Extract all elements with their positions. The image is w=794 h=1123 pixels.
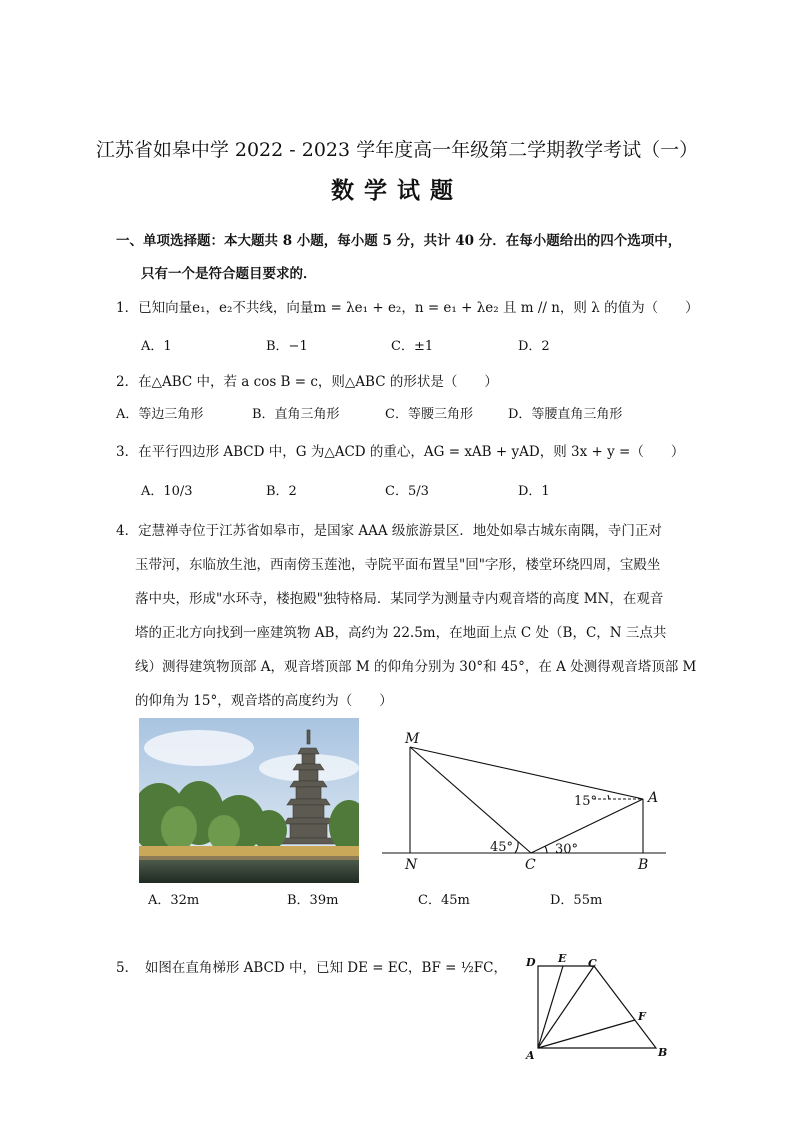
label-a: A bbox=[526, 1049, 535, 1062]
q4-line-4: 塔的正北方向找到一座建筑物 AB，高约为 22.5m，在地面上点 C 处（B，C，N 三点共 bbox=[135, 625, 667, 641]
pagoda-photo-drawing bbox=[139, 718, 359, 883]
q2-option-d: D．等腰直角三角形 bbox=[508, 407, 623, 422]
q4-option-a: A．32m bbox=[148, 893, 200, 908]
q4-option-c: C．45m bbox=[418, 893, 470, 908]
line-ma bbox=[410, 747, 643, 799]
q4-geometry-figure bbox=[378, 725, 673, 875]
arc-15 bbox=[608, 795, 609, 799]
q4-option-b: B．39m bbox=[287, 893, 339, 908]
q1-option-b: B．−1 bbox=[266, 339, 308, 354]
exam-title: 江苏省如皋中学 2022 - 2023 学年度高一年级第二学期教学考试（一） bbox=[95, 139, 699, 161]
label-f: F bbox=[638, 1010, 646, 1023]
section-heading-line1: 一、单项选择题：本大题共 8 小题，每小题 5 分，共计 40 分．在每小题给出的四个选项中， bbox=[116, 233, 682, 249]
q1-option-a: A．1 bbox=[141, 339, 172, 354]
arc-30 bbox=[545, 846, 547, 853]
q3-option-b: B．2 bbox=[266, 484, 297, 499]
line-af bbox=[538, 1020, 635, 1048]
arc-45 bbox=[515, 842, 518, 853]
q3-option-c: C．5/3 bbox=[385, 484, 429, 499]
q1-stem: 1．已知向量e₁，e₂不共线，向量m = λe₁ + e₂，n = e₁ + λe₂ 且 m // n，则 λ 的值为（ ） bbox=[116, 300, 699, 316]
q2-stem: 2．在△ABC 中，若 a cos B = c，则△ABC 的形状是（ ） bbox=[116, 374, 498, 390]
q5-stem: 5． 如图在直角梯形 ABCD 中，已知 DE = EC，BF = ½FC， bbox=[116, 960, 508, 976]
q1-option-d: D．2 bbox=[518, 339, 550, 354]
label-e: E bbox=[558, 952, 567, 965]
label-c: C bbox=[588, 957, 597, 970]
exam-subtitle: 数学试题 bbox=[331, 177, 463, 204]
label-d: D bbox=[526, 956, 536, 969]
line-ac bbox=[538, 966, 594, 1048]
q4-line-2: 玉带河，东临放生池，西南傍玉莲池，寺院平面布置呈"回"字形，楼堂环绕四周，宝殿坐 bbox=[135, 557, 661, 573]
q2-option-c: C．等腰三角形 bbox=[385, 407, 473, 422]
q2-option-b: B．直角三角形 bbox=[252, 407, 340, 422]
section-heading-line2: 只有一个是符合题目要求的． bbox=[141, 266, 317, 282]
q3-option-d: D．1 bbox=[518, 484, 550, 499]
angle-45: 45° bbox=[490, 840, 514, 855]
q1-option-c: C．±1 bbox=[391, 339, 434, 354]
label-b: B bbox=[638, 857, 649, 873]
q4-line-6: 的仰角为 15°，观音塔的高度约为（ ） bbox=[135, 693, 393, 709]
q4-line-3: 落中央，形成"水环寺，楼抱殿"独特格局．某同学为测量寺内观音塔的高度 MN，在观音 bbox=[135, 591, 664, 607]
q4-line-1: 4．定慧禅寺位于江苏省如皋市，是国家 AAA 级旅游景区．地处如皋古城东南隅，寺门正对 bbox=[116, 523, 662, 539]
label-b: B bbox=[658, 1046, 668, 1059]
trapezoid-abcd bbox=[538, 966, 656, 1048]
q5-trapezoid-figure bbox=[518, 952, 678, 1067]
line-ae bbox=[538, 966, 563, 1048]
angle-30: 30° bbox=[555, 842, 579, 857]
q4-option-d: D．55m bbox=[550, 893, 603, 908]
q4-line-5: 线）测得建筑物顶部 A，观音塔顶部 M 的仰角分别为 30°和 45°，在 A 处测得观音塔顶部 M bbox=[135, 659, 697, 675]
label-m: M bbox=[405, 731, 420, 747]
label-a: A bbox=[648, 790, 659, 806]
angle-15: 15° bbox=[574, 794, 598, 809]
label-n: N bbox=[405, 857, 418, 873]
line-mc bbox=[410, 747, 531, 853]
pagoda-photo bbox=[139, 718, 359, 883]
q3-option-a: A．10/3 bbox=[141, 484, 193, 499]
q2-option-a: A．等边三角形 bbox=[116, 407, 204, 422]
label-c: C bbox=[525, 857, 536, 873]
q3-stem: 3．在平行四边形 ABCD 中，G 为△ACD 的重心，AG = xAB + yAD，则 3x + y =（ ） bbox=[116, 444, 685, 460]
